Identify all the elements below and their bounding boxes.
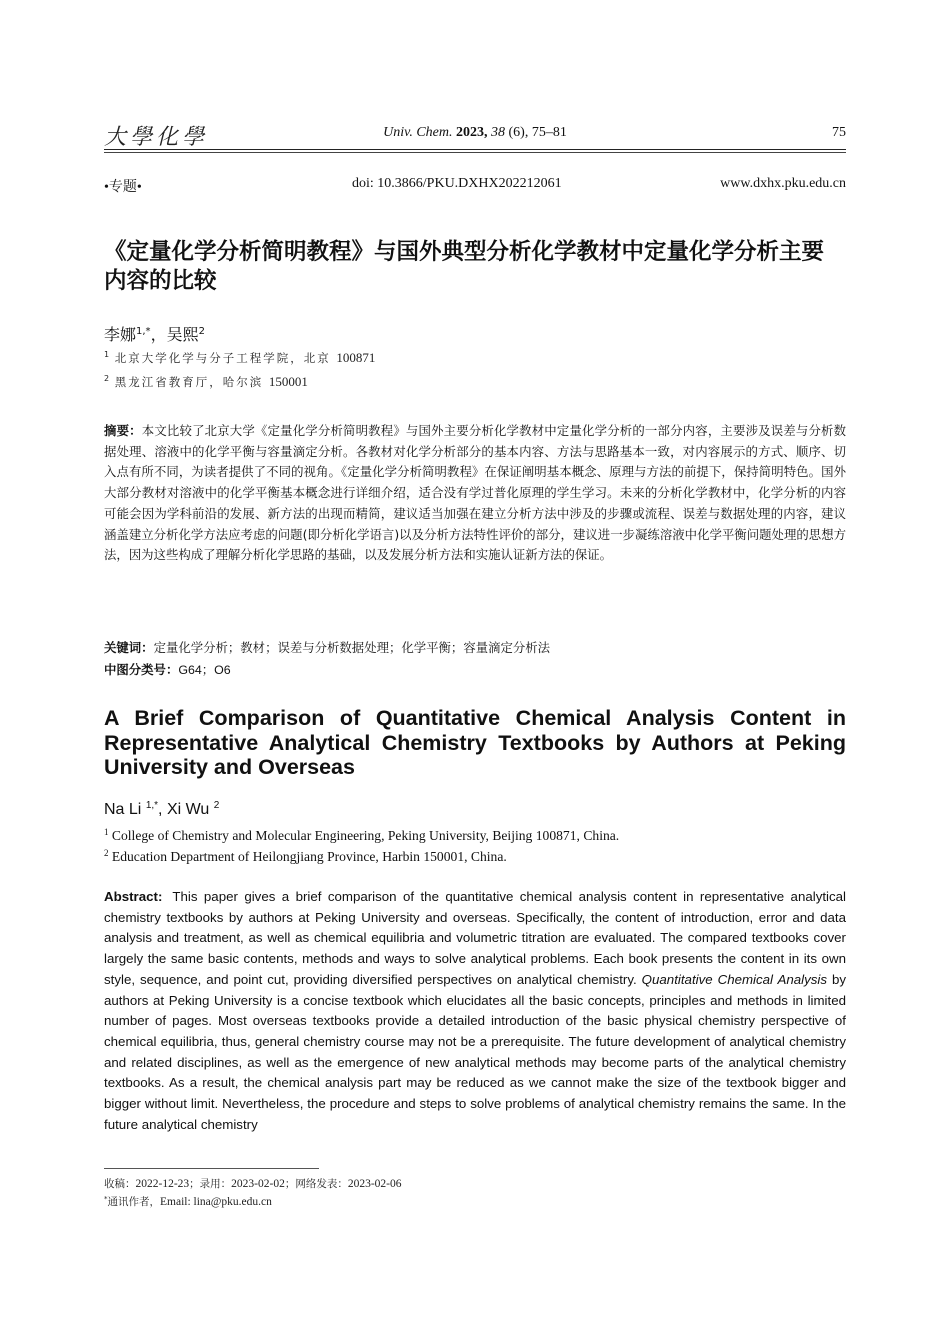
fn-accepted-label: ；录用： [189, 1178, 232, 1190]
en-affiliation-2 [104, 848, 507, 865]
cn-author-sep: ， [150, 325, 167, 344]
journal-issue-pages: (6), 75–81 [508, 125, 567, 140]
cn-aff-2-sup: 2 [104, 374, 110, 383]
footnote-dates [104, 1176, 402, 1191]
cn-affiliation-2 [104, 374, 308, 390]
fn-corr-email[interactable]: Email: lina@pku.edu.cn [160, 1196, 272, 1208]
cn-aff-1-sup: 1 [104, 350, 110, 359]
section-label: •专题• [104, 180, 142, 195]
en-aff-1-sup: 1 [104, 827, 109, 837]
journal-year: 2023, [456, 125, 488, 140]
cn-aff-2-text: 黑龙江省教育厅，哈尔滨 [114, 375, 264, 389]
en-author-1: Na Li [104, 801, 142, 818]
journal-volume: 38 [491, 125, 505, 140]
header-rule [104, 149, 846, 150]
en-title: A Brief Comparison of Quantitative Chemical Analysis Content in Representative Analytical Chemistry Textbooks by Authors at Peking University and Overseas [104, 706, 846, 779]
cn-keywords [104, 637, 846, 658]
cn-author-1-sup: 1,* [136, 326, 151, 337]
en-abstract [104, 887, 846, 1135]
fn-published: 2023-02-06 [347, 1178, 402, 1190]
fn-published-label: ；网络发表： [284, 1178, 348, 1190]
cn-abstract-label: 摘要： [104, 423, 142, 438]
en-affiliation-1 [104, 827, 619, 844]
en-abstract-part2: by authors at Peking University is a concise textbook which elucidates all the basic concepts, principles and methods in limited number of pages. Most overseas textbooks provide a detailed introduction of the basic physical chemistry perspective of chemical equilibria, thus, general chemistry course may not be a prerequisite. The future development of analytical chemistry and related disciplines, as well as the emergence of new analytical methods may become parts of the analytical chemistry textbooks. As a result, the chemical analysis part may be reduced as we cannot make the size of the textbook bigger and bigger without limit. Nevertheless, the procedure and steps to solve problems of analytical chemistry remains the same. In the future analytical chemistry [104, 971, 846, 1132]
fn-corr-sup: * [104, 1195, 108, 1203]
cn-title: 《定量化学分析简明教程》与国外典型分析化学教材中定量化学分析主要内容的比较 [104, 239, 825, 294]
fn-received-label: 收稿： [104, 1178, 136, 1190]
cn-abstract [104, 421, 846, 566]
en-author-1-sup: 1,* [145, 800, 159, 811]
en-abstract-label: Abstract: [104, 889, 163, 904]
website: www.dxhx.pku.edu.cn [720, 176, 846, 191]
cn-aff-1-text: 北京大学化学与分子工程学院，北京 [114, 351, 331, 365]
en-aff-2-text: Education Department of Heilongjiang Province, Harbin 150001, China. [111, 849, 507, 864]
en-author-2-sup: 2 [213, 800, 220, 811]
journal-logo: 大學化學 [104, 125, 209, 150]
fn-received: 2022-12-23 [135, 1178, 190, 1190]
cn-class-value: G64；O6 [178, 663, 231, 677]
cn-class-label: 中图分类号： [104, 662, 179, 677]
cn-affiliation-1 [104, 350, 375, 366]
en-author-2: Xi Wu [166, 801, 210, 818]
en-abstract-italic: Quantitative Chemical Analysis [641, 971, 827, 987]
journal-citation [104, 125, 846, 141]
cn-keywords-text: 定量化学分析；教材；误差与分析数据处理；化学平衡；容量滴定分析法 [153, 640, 551, 655]
doi: doi: 10.3866/PKU.DXHX202212061 [352, 176, 562, 191]
article-meta [104, 176, 846, 196]
en-authors [104, 800, 219, 819]
running-header [104, 120, 846, 150]
cn-author-2: 吴熙 [166, 325, 199, 344]
en-aff-1-text: College of Chemistry and Molecular Engineering, Peking University, Beijing 100871, China. [111, 828, 620, 843]
journal-abbr: Univ. Chem. [383, 125, 453, 140]
cn-author-2-sup: 2 [198, 326, 205, 337]
cn-aff-1-code: 100871 [336, 350, 376, 365]
en-abstract-part1: This paper gives a brief comparison of the quantitative chemical analysis content in representative analytical chemistry textbooks by authors at Peking University and overseas. Specifically, the content of introduction, error and data analysis and treatment, as well as chemical equilibria and volumetric titration are evaluated. The compared textbooks cover largely the same basic contents, methods and ways to solve analytical problems. Each book presents the content in its own style, sequence, and point cut, providing diversified perspectives on analytical chemistry. [104, 889, 846, 987]
en-aff-2-sup: 2 [104, 848, 109, 858]
page-number: 75 [832, 125, 846, 140]
en-author-sep: , [158, 801, 167, 818]
cn-author-1: 李娜 [104, 325, 137, 344]
cn-aff-2-code: 150001 [268, 374, 308, 389]
cn-classification [104, 660, 231, 678]
footnote-corresponding [104, 1194, 272, 1209]
footnote-rule [104, 1168, 319, 1169]
cn-abstract-text: 本文比较了北京大学《定量化学分析简明教程》与国外主要分析化学教材中定量化学分析的一部分内容，主要涉及误差与分析数据处理、溶液中的化学平衡与容量滴定分析。各教材对化学分析部分的基本内容、方法与思路基本一致，对内容展示的方式、顺序、切入点有所不同，为读者提供了不同的视角。《定量化学分析简明教程》在保证阐明基本概念、原理与方法的前提下，保持简明特色。国外大部分教材对溶液中的化学平衡基本概念进行详细介绍，适合没有学过普化原理的学生学习。未来的分析化学教材中，化学分析的内容可能会因为学科前沿的发展、新方法的出现而精简，建议适当加强在建立分析方法中涉及的步骤或流程、误差与数据处理的内容，建议涵盖建立分析化学方法应考虑的问题(即分析化学语言)以及分析方法特性评价的部分，建议进一步凝练溶液中化学平衡问题处理的思想方法，因为这些构成了理解分析化学思路的基础，以及发展分析方法和实施认证新方法的保证。 [104, 423, 847, 563]
fn-accepted: 2023-02-02 [231, 1178, 285, 1190]
cn-keywords-label: 关键词： [104, 640, 154, 655]
header-rule-thin [104, 152, 846, 153]
fn-corr-label: 通讯作者， [107, 1196, 160, 1208]
cn-authors [104, 322, 205, 345]
